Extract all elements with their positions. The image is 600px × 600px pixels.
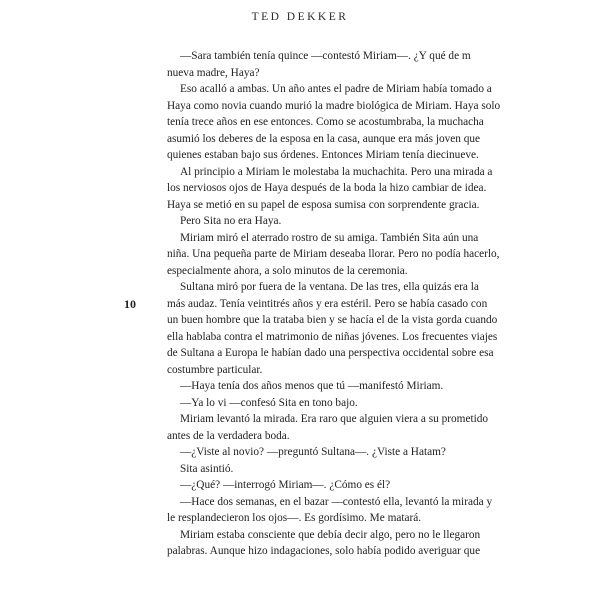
text-line: Pero Sita no era Haya.	[180, 215, 282, 227]
text-line: Miriam miró el aterrado rostro de su amiga. También Sita aún una	[180, 231, 479, 244]
text-line: palabras. Aunque hizo indagaciones, solo había podido averiguar que	[167, 545, 481, 557]
text-line: —Sara también tenía quince —contestó Miriam—. ¿Y qué de m	[180, 50, 471, 62]
text-line: quienes estaban bajo sus órdenes. Entonces Miriam tenía diecinueve.	[167, 149, 479, 161]
text-line: Sita asintió.	[180, 462, 234, 475]
text-line: ella hablaba contra el matrimonio de niñas jóvenes. Los frecuentes viajes	[167, 330, 498, 343]
margin-page-number: 10	[124, 297, 136, 311]
text-line: niña. Una pequeña parte de Miriam deseaba llorar. Pero no podía hacerlo,	[167, 248, 500, 260]
text-line: Al principio a Miriam le molestaba la muchachita. Pero una mirada a	[180, 165, 493, 178]
text-line: Miriam levantó la mirada. Era raro que alguien viera a su prometido	[180, 413, 489, 425]
text-line: —Hace dos semanas, en el bazar —contestó ella, levantó la mirada y	[180, 495, 493, 508]
text-line: —Haya tenía dos años menos que tú —manifestó Miriam.	[180, 380, 444, 392]
text-line: especialmente ahora, a solo minutos de la ceremonia.	[167, 264, 408, 277]
text-line: antes de la verdadera boda.	[167, 429, 290, 442]
text-line: Eso acalló a ambas. Un año antes el padre de Miriam había tomado a	[180, 83, 492, 95]
text-line: nueva madre, Haya?	[167, 66, 260, 79]
text-line: Sultana miró por fuera de la ventana. De las tres, ella quizás era la	[180, 281, 479, 293]
running-header: TED DEKKER	[251, 11, 349, 23]
text-line: costumbre particular.	[167, 363, 263, 376]
text-line: —Ya lo vi —confesó Sita en tono bajo.	[180, 396, 358, 409]
text-line: Haya como novia cuando murió la madre biológica de Miriam. Haya solo	[167, 99, 501, 112]
text-line: le resplandecieron los ojos—. Es gordísimo. Me matará.	[167, 512, 422, 524]
text-line: más audaz. Tenía veintitrés años y era estéril. Pero se había casado con	[167, 297, 488, 310]
text-line: de Sultana a Europa le habían dado una perspectiva occidental sobre esa	[167, 347, 494, 359]
body-text	[167, 48, 501, 560]
text-line: —¿Qué? —interrogó Miriam—. ¿Cómo es él?	[180, 479, 391, 491]
text-line: Haya se metió en su papel de esposa sumisa con sorprendente gracia.	[167, 198, 480, 211]
text-line: los nerviosos ojos de Haya después de la boda la hizo cambiar de idea.	[167, 182, 487, 194]
text-line: un buen hombre que la trataba bien y se hacía el de la vista gorda cuando	[167, 314, 498, 326]
text-line: asumió los deberes de la esposa en la casa, aunque era más joven que	[167, 132, 481, 145]
text-line: Miriam estaba consciente que debía decir algo, pero no le llegaron	[180, 528, 481, 541]
text-line: tenía trece años en ese entonces. Como se acostumbraba, la muchacha	[167, 116, 484, 128]
text-line: —¿Viste al novio? —preguntó Sultana—. ¿Viste a Hatam?	[180, 446, 446, 458]
